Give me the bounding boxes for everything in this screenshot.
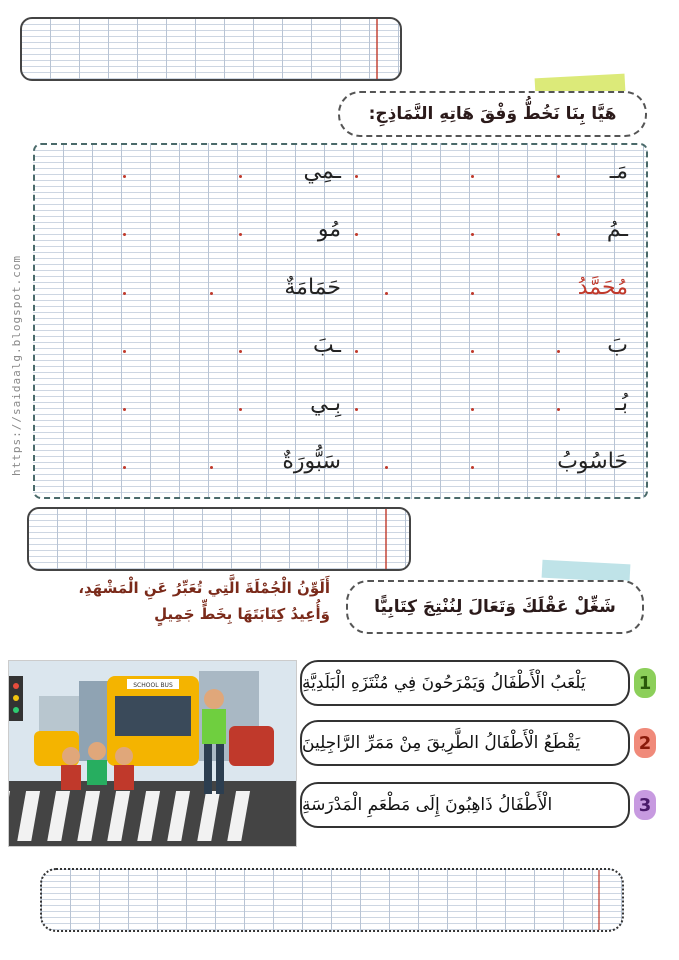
model-word: حَمَامَةٌ [284, 275, 341, 300]
instruction-line: أَلَوِّنُ الْجُمْلَةَ الَّتِي تُعَبِّرُ عَنِ الْمَشْهَدِ، [78, 579, 330, 597]
site-watermark: https://saidaalg.blogspot.com [10, 254, 23, 476]
model-word: سَبُّورَةٌ [282, 449, 341, 474]
sentence-option-1[interactable] [300, 660, 630, 706]
model-word: ـمِي [303, 159, 341, 184]
model-word: مَـ [609, 159, 628, 184]
section1-title-pill [338, 91, 647, 137]
crossing-illustration [8, 660, 297, 847]
sentence-option-3[interactable] [300, 782, 630, 828]
top-writing-box[interactable] [20, 17, 402, 81]
decorative-tape [542, 560, 631, 583]
model-word: بُـ [615, 391, 628, 416]
model-word: مُحَمَّدُ [577, 275, 628, 300]
section2-title-pill [346, 580, 644, 634]
model-word: مُو [317, 217, 341, 242]
model-word: ـمُ [606, 217, 628, 242]
model-word: بَ [607, 333, 628, 358]
model-word: حَاسُوبُ [557, 449, 628, 474]
sentence-text: الْأَطْفَالُ ذَاهِبُونَ إِلَى مَطْعَمِ الْمَدْرَسَةِ [302, 795, 553, 815]
number-label: 1 [638, 672, 652, 694]
section1-title: هَيَّا بِنَا نَخُطُّ وَفْقَ هَاتِهِ النَّمَاذِجِ: [368, 104, 617, 124]
number-badge-1 [634, 668, 656, 698]
number-badge-3 [634, 790, 656, 820]
number-label: 3 [638, 794, 652, 816]
instruction-text [70, 575, 330, 627]
sentence-text: يَقْطَعُ الْأَطْفَالُ الطَّرِيقَ مِنْ مَمَرِّ الرَّاجِلِينَ [302, 733, 581, 753]
sentence-option-2[interactable] [300, 720, 630, 766]
middle-writing-box[interactable] [27, 507, 411, 571]
bus-label: SCHOOL BUS [133, 682, 173, 689]
model-word: بِـي [310, 391, 341, 416]
street-scene-image [9, 661, 296, 846]
handwriting-grid[interactable] [33, 143, 648, 499]
bottom-writing-box[interactable] [40, 868, 624, 932]
section2-title: شَغِّلْ عَقْلَكَ وَتَعَالَ لِنُنْتِجَ كِتَابِيًّا [374, 597, 616, 617]
sentence-text: يَلْعَبُ الْأَطْفَالُ وَيَمْرَحُونَ فِي مُنْتَزَهِ الْبَلَدِيَّةِ [302, 673, 586, 693]
model-word: ـبَ [312, 333, 341, 358]
number-label: 2 [638, 732, 652, 754]
number-badge-2 [634, 728, 656, 758]
instruction-line: وَأُعِيدُ كِتَابَتَهَا بِخَطٍّ جَمِيلٍ [154, 605, 330, 623]
